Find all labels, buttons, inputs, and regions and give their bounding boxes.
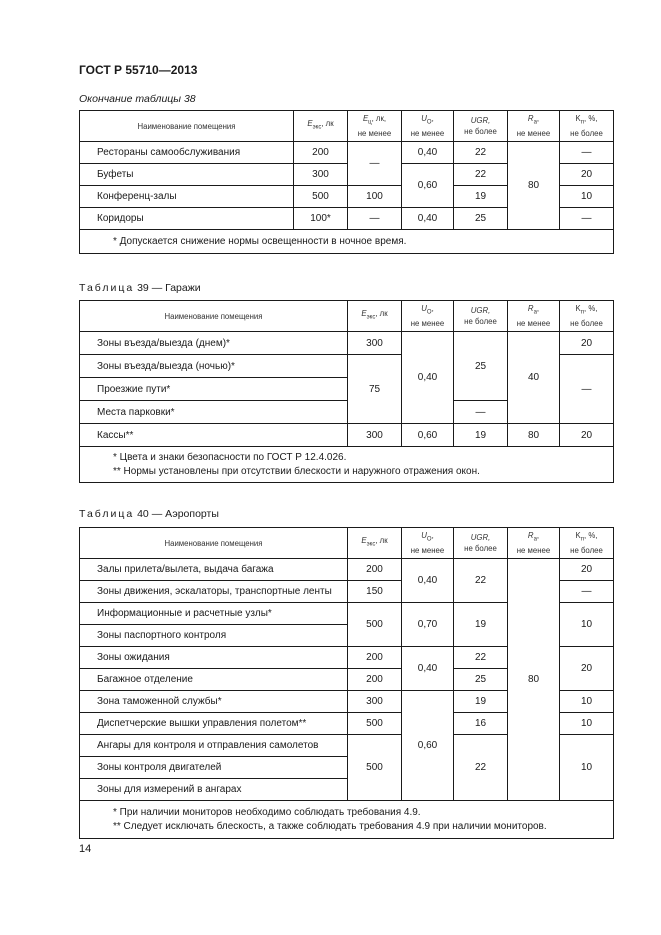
ugr-value: 19: [454, 603, 508, 647]
ugr-value: 25: [454, 332, 508, 401]
room-name: Рестораны самообслуживания: [80, 142, 294, 164]
table40: [79, 527, 614, 839]
uniformity-value: 0,60: [402, 424, 454, 447]
cylindrical-illuminance-value: 100: [348, 186, 402, 208]
col-ra-header: $R_a$, не менее: [508, 528, 560, 559]
ugr-value: 19: [454, 691, 508, 713]
room-name: Зоны контроля двигателей: [80, 757, 348, 779]
illuminance-value: 75: [348, 355, 402, 424]
uniformity-value: 0,40: [402, 208, 454, 230]
ugr-value: —: [454, 401, 508, 424]
table40-header-row: [80, 528, 614, 559]
room-name: Места парковки*: [80, 401, 348, 424]
ripple-value: —: [560, 355, 614, 424]
col-k-header: $K_п$, %, не более: [560, 301, 614, 332]
uniformity-value: 0,60: [402, 164, 454, 208]
illuminance-value: 100*: [294, 208, 348, 230]
col-k-header: $K_п$, %, не более: [560, 111, 614, 142]
illuminance-value: 300: [348, 691, 402, 713]
ripple-value: 10: [560, 691, 614, 713]
illuminance-value: 150: [348, 581, 402, 603]
uniformity-value: 0,60: [402, 691, 454, 801]
ripple-value: 20: [560, 164, 614, 186]
table40-notes-row: [80, 801, 614, 839]
room-name: Буфеты: [80, 164, 294, 186]
table39-caption: Таблица 39 — Гаражи: [79, 282, 201, 294]
ugr-value: 22: [454, 142, 508, 164]
room-name: Зона таможенной службы*: [80, 691, 348, 713]
col-u-header: $U_O$, не менее: [402, 111, 454, 142]
ripple-value: —: [560, 142, 614, 164]
room-name: Зоны ожидания: [80, 647, 348, 669]
color-rendering-value: 80: [508, 424, 560, 447]
illuminance-value: 200: [348, 559, 402, 581]
color-rendering-value: 80: [508, 142, 560, 230]
ripple-value: 10: [560, 735, 614, 801]
room-name: Проезжие пути*: [80, 378, 348, 401]
color-rendering-value: 40: [508, 332, 560, 424]
col-e-header: $E_{экс}$, лк: [348, 301, 402, 332]
color-rendering-value: 80: [508, 559, 560, 801]
note-line: * Цвета и знаки безопасности по ГОСТ Р 12.4.026.: [113, 451, 347, 463]
note-line: ** Следует исключать блескость, а также соблюдать требования 4.9 при наличии мониторов.: [113, 820, 547, 832]
room-name: Конференц-залы: [80, 186, 294, 208]
ugr-value: 25: [454, 669, 508, 691]
table-note: [80, 801, 614, 839]
col-u-header: $U_O$, не менее: [402, 301, 454, 332]
table-row: [80, 332, 614, 355]
room-name: Коридоры: [80, 208, 294, 230]
ugr-value: 22: [454, 735, 508, 801]
ugr-value: 16: [454, 713, 508, 735]
ripple-value: 20: [560, 559, 614, 581]
col-ugr-header: UGR, не более: [454, 301, 508, 332]
room-name: Зоны паспортного контроля: [80, 625, 348, 647]
ugr-value: 19: [454, 424, 508, 447]
room-name: Багажное отделение: [80, 669, 348, 691]
table39-header-row: [80, 301, 614, 332]
table38-notes-row: [80, 230, 614, 254]
room-name: Зоны въезда/выезда (ночью)*: [80, 355, 348, 378]
table40-caption: Таблица 40 — Аэропорты: [79, 508, 219, 520]
col-ugr-header: UGR, не более: [454, 528, 508, 559]
uniformity-value: 0,40: [402, 559, 454, 603]
ripple-value: —: [560, 208, 614, 230]
illuminance-value: 500: [348, 603, 402, 647]
document-title: ГОСТ Р 55710—2013: [79, 63, 198, 77]
table-note: [80, 447, 614, 483]
table-row: [80, 424, 614, 447]
col-k-header: $K_п$, %, не более: [560, 528, 614, 559]
table38: [79, 110, 614, 254]
cylindrical-illuminance-value: —: [348, 208, 402, 230]
table39: [79, 300, 614, 483]
ripple-value: —: [560, 581, 614, 603]
illuminance-value: 300: [294, 164, 348, 186]
page-number: 14: [79, 843, 92, 855]
ugr-value: 25: [454, 208, 508, 230]
room-name: Диспетчерские вышки управления полетом**: [80, 713, 348, 735]
room-name: Залы прилета/вылета, выдача багажа: [80, 559, 348, 581]
col-ra-header: $R_a$, не менее: [508, 301, 560, 332]
uniformity-value: 0,70: [402, 603, 454, 647]
col-ugr-header: UGR, не более: [454, 111, 508, 142]
col-e-header: $E_{экс}$, лк: [294, 111, 348, 142]
col-name-header: Наименование помещения: [80, 111, 294, 142]
table-row: [80, 142, 614, 164]
ripple-value: 20: [560, 332, 614, 355]
note-line: * При наличии мониторов необходимо соблюдать требования 4.9.: [113, 806, 421, 818]
room-name: Зоны въезда/выезда (днем)*: [80, 332, 348, 355]
table39-notes-row: [80, 447, 614, 483]
ugr-value: 22: [454, 647, 508, 669]
uniformity-value: 0,40: [402, 332, 454, 424]
table38-caption: Окончание таблицы 38: [79, 93, 196, 105]
room-name: Кассы**: [80, 424, 348, 447]
room-name: Зоны движения, эскалаторы, транспортные ленты: [80, 581, 348, 603]
ugr-value: 22: [454, 559, 508, 603]
uniformity-value: 0,40: [402, 647, 454, 691]
uniformity-value: 0,40: [402, 142, 454, 164]
ripple-value: 10: [560, 186, 614, 208]
col-name-header: Наименование помещения: [80, 301, 348, 332]
illuminance-value: 300: [348, 424, 402, 447]
illuminance-value: 500: [348, 713, 402, 735]
col-ec-header: $E_ц$, лк, не менее: [348, 111, 402, 142]
note-line: ** Нормы установлены при отсутствии блескости и наружного отражения окон.: [113, 465, 480, 477]
illuminance-value: 200: [348, 669, 402, 691]
table-row: [80, 559, 614, 581]
col-name-header: Наименование помещения: [80, 528, 348, 559]
table-note: [80, 230, 614, 254]
col-e-header: $E_{экс}$, лк: [348, 528, 402, 559]
illuminance-value: 500: [348, 735, 402, 801]
table38-header-row: [80, 111, 614, 142]
col-ra-header: $R_a$, не менее: [508, 111, 560, 142]
ugr-value: 22: [454, 164, 508, 186]
ripple-value: 10: [560, 603, 614, 647]
ripple-value: 10: [560, 713, 614, 735]
room-name: Информационные и расчетные узлы*: [80, 603, 348, 625]
room-name: Зоны для измерений в ангарах: [80, 779, 348, 801]
note-line: * Допускается снижение нормы освещенности в ночное время.: [113, 235, 407, 247]
ripple-value: 20: [560, 647, 614, 691]
ripple-value: 20: [560, 424, 614, 447]
cylindrical-illuminance-value: —: [348, 142, 402, 186]
illuminance-value: 300: [348, 332, 402, 355]
illuminance-value: 500: [294, 186, 348, 208]
room-name: Ангары для контроля и отправления самолетов: [80, 735, 348, 757]
col-u-header: $U_O$, не менее: [402, 528, 454, 559]
ugr-value: 19: [454, 186, 508, 208]
illuminance-value: 200: [348, 647, 402, 669]
illuminance-value: 200: [294, 142, 348, 164]
